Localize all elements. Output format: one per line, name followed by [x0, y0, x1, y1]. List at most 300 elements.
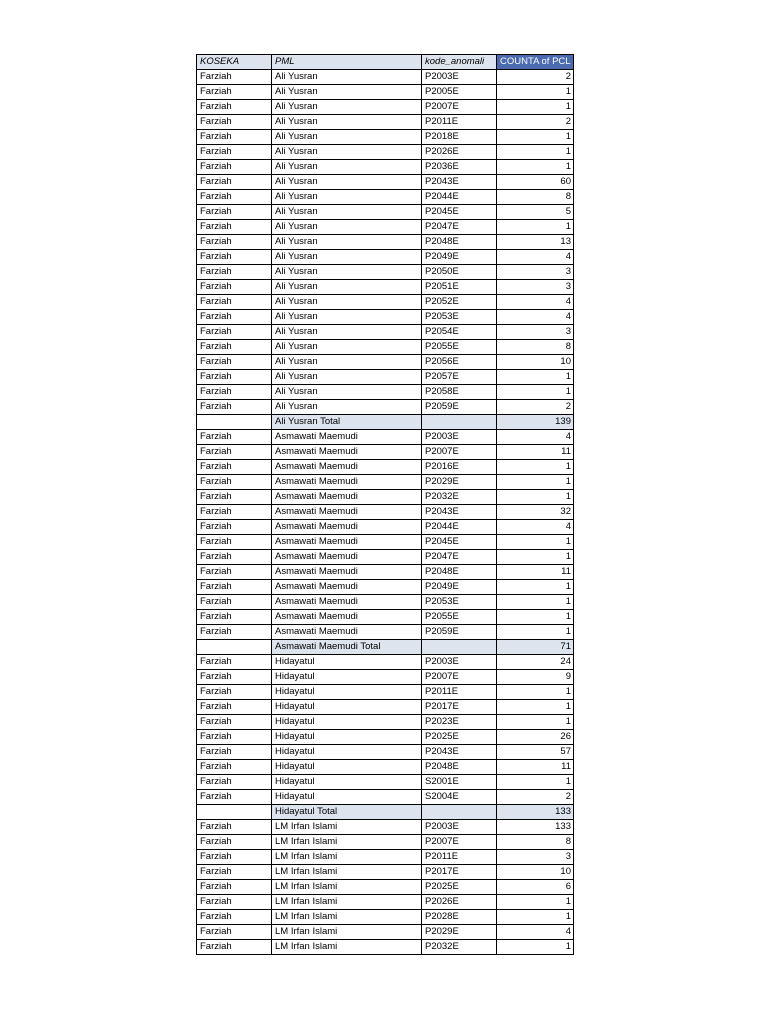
- cell-koseka[interactable]: Farziah: [197, 115, 272, 130]
- header-kode-anomali[interactable]: kode_anomali: [422, 55, 497, 70]
- cell-pml[interactable]: Hidayatul: [272, 715, 422, 730]
- cell-count-total[interactable]: 139: [497, 415, 574, 430]
- cell-count[interactable]: 32: [497, 505, 574, 520]
- cell-kode-anomali[interactable]: P2049E: [422, 580, 497, 595]
- cell-pml[interactable]: Ali Yusran: [272, 295, 422, 310]
- cell-pml[interactable]: LM Irfan Islami: [272, 910, 422, 925]
- cell-koseka[interactable]: Farziah: [197, 175, 272, 190]
- cell-koseka[interactable]: Farziah: [197, 865, 272, 880]
- cell-pml[interactable]: Asmawati Maemudi: [272, 490, 422, 505]
- cell-koseka[interactable]: Farziah: [197, 730, 272, 745]
- cell-koseka[interactable]: Farziah: [197, 685, 272, 700]
- table-row: [197, 265, 574, 280]
- cell-count[interactable]: 2: [497, 790, 574, 805]
- cell-koseka[interactable]: [197, 640, 272, 655]
- cell-count[interactable]: 1: [497, 85, 574, 100]
- cell-kode-anomali[interactable]: P2003E: [422, 430, 497, 445]
- table-row: [197, 445, 574, 460]
- cell-pml[interactable]: Hidayatul: [272, 760, 422, 775]
- cell-kode-anomali[interactable]: P2003E: [422, 655, 497, 670]
- cell-pml[interactable]: Hidayatul: [272, 730, 422, 745]
- cell-pml[interactable]: LM Irfan Islami: [272, 940, 422, 955]
- table-row: [197, 835, 574, 850]
- cell-kode-anomali[interactable]: P2032E: [422, 490, 497, 505]
- cell-kode-anomali[interactable]: P2017E: [422, 865, 497, 880]
- cell-count[interactable]: 13: [497, 235, 574, 250]
- table-row: [197, 70, 574, 85]
- cell-kode-anomali[interactable]: P2007E: [422, 835, 497, 850]
- table-row: [197, 130, 574, 145]
- table-row: [197, 490, 574, 505]
- cell-count[interactable]: 1: [497, 370, 574, 385]
- cell-pml[interactable]: LM Irfan Islami: [272, 850, 422, 865]
- cell-count[interactable]: 3: [497, 325, 574, 340]
- cell-count[interactable]: 11: [497, 760, 574, 775]
- cell-kode-anomali[interactable]: P2007E: [422, 100, 497, 115]
- cell-kode-anomali[interactable]: P2053E: [422, 595, 497, 610]
- cell-pml[interactable]: Ali Yusran: [272, 385, 422, 400]
- table-row: [197, 730, 574, 745]
- cell-kode-anomali[interactable]: P2023E: [422, 715, 497, 730]
- cell-kode-anomali[interactable]: [422, 805, 497, 820]
- cell-pml[interactable]: Ali Yusran: [272, 175, 422, 190]
- table-row: [197, 100, 574, 115]
- cell-count[interactable]: 5: [497, 205, 574, 220]
- cell-kode-anomali[interactable]: P2003E: [422, 70, 497, 85]
- cell-kode-anomali[interactable]: P2054E: [422, 325, 497, 340]
- table-row: [197, 325, 574, 340]
- cell-koseka[interactable]: Farziah: [197, 505, 272, 520]
- cell-koseka[interactable]: Farziah: [197, 70, 272, 85]
- cell-count[interactable]: 4: [497, 520, 574, 535]
- table-row: [197, 580, 574, 595]
- table-row: [197, 550, 574, 565]
- cell-pml[interactable]: Ali Yusran: [272, 370, 422, 385]
- cell-koseka[interactable]: Farziah: [197, 385, 272, 400]
- cell-koseka[interactable]: Farziah: [197, 610, 272, 625]
- cell-count[interactable]: 1: [497, 715, 574, 730]
- table-row: [197, 760, 574, 775]
- cell-koseka[interactable]: Farziah: [197, 220, 272, 235]
- cell-koseka[interactable]: Farziah: [197, 580, 272, 595]
- table-row: [197, 190, 574, 205]
- header-counta-of-pcl[interactable]: COUNTA of PCL: [497, 55, 574, 70]
- header-row: [197, 55, 574, 70]
- cell-pml[interactable]: Hidayatul: [272, 790, 422, 805]
- cell-kode-anomali[interactable]: P2043E: [422, 175, 497, 190]
- cell-kode-anomali[interactable]: P2048E: [422, 760, 497, 775]
- cell-kode-anomali[interactable]: P2043E: [422, 745, 497, 760]
- cell-kode-anomali[interactable]: P2055E: [422, 610, 497, 625]
- cell-pml[interactable]: Ali Yusran: [272, 85, 422, 100]
- cell-pml[interactable]: Asmawati Maemudi: [272, 445, 422, 460]
- table-row: [197, 775, 574, 790]
- table-row: [197, 385, 574, 400]
- table-row: [197, 310, 574, 325]
- cell-kode-anomali[interactable]: P2011E: [422, 850, 497, 865]
- table-row: [197, 700, 574, 715]
- cell-kode-anomali[interactable]: P2058E: [422, 385, 497, 400]
- cell-pml[interactable]: Asmawati Maemudi: [272, 475, 422, 490]
- cell-count[interactable]: 1: [497, 385, 574, 400]
- table-row: [197, 625, 574, 640]
- pivot-table: [196, 54, 574, 955]
- cell-count[interactable]: 3: [497, 265, 574, 280]
- subtotal-row: [197, 805, 574, 820]
- cell-kode-anomali[interactable]: P2059E: [422, 400, 497, 415]
- cell-count[interactable]: 1: [497, 145, 574, 160]
- cell-count[interactable]: 10: [497, 865, 574, 880]
- table-row: [197, 610, 574, 625]
- cell-kode-anomali[interactable]: P2007E: [422, 670, 497, 685]
- cell-pml[interactable]: Asmawati Maemudi: [272, 565, 422, 580]
- cell-koseka[interactable]: Farziah: [197, 760, 272, 775]
- cell-kode-anomali[interactable]: P2050E: [422, 265, 497, 280]
- cell-kode-anomali[interactable]: P2011E: [422, 115, 497, 130]
- cell-count[interactable]: 24: [497, 655, 574, 670]
- table-row: [197, 430, 574, 445]
- cell-koseka[interactable]: Farziah: [197, 400, 272, 415]
- table-row: [197, 370, 574, 385]
- cell-count[interactable]: 2: [497, 115, 574, 130]
- table-row: [197, 655, 574, 670]
- cell-kode-anomali[interactable]: P2057E: [422, 370, 497, 385]
- cell-kode-anomali[interactable]: P2043E: [422, 505, 497, 520]
- cell-pml[interactable]: Ali Yusran: [272, 220, 422, 235]
- cell-pml[interactable]: Asmawati Maemudi: [272, 535, 422, 550]
- table-row: [197, 850, 574, 865]
- cell-koseka[interactable]: Farziah: [197, 265, 272, 280]
- cell-koseka[interactable]: Farziah: [197, 370, 272, 385]
- cell-kode-anomali[interactable]: P2049E: [422, 250, 497, 265]
- cell-count[interactable]: 1: [497, 460, 574, 475]
- cell-count[interactable]: 8: [497, 340, 574, 355]
- cell-kode-anomali[interactable]: P2026E: [422, 895, 497, 910]
- table-row: [197, 220, 574, 235]
- cell-count[interactable]: 133: [497, 820, 574, 835]
- cell-count[interactable]: 1: [497, 610, 574, 625]
- cell-koseka[interactable]: Farziah: [197, 280, 272, 295]
- cell-count[interactable]: 3: [497, 280, 574, 295]
- table-row: [197, 355, 574, 370]
- cell-pml-total[interactable]: Hidayatul Total: [272, 805, 422, 820]
- cell-count[interactable]: 1: [497, 100, 574, 115]
- cell-count[interactable]: 1: [497, 910, 574, 925]
- cell-kode-anomali[interactable]: P2044E: [422, 190, 497, 205]
- cell-koseka[interactable]: Farziah: [197, 925, 272, 940]
- table-row: [197, 715, 574, 730]
- cell-koseka[interactable]: Farziah: [197, 595, 272, 610]
- table-row: [197, 595, 574, 610]
- table-row: [197, 400, 574, 415]
- table-row: [197, 175, 574, 190]
- cell-count[interactable]: 9: [497, 670, 574, 685]
- cell-count[interactable]: 26: [497, 730, 574, 745]
- cell-koseka[interactable]: [197, 415, 272, 430]
- cell-count[interactable]: 4: [497, 250, 574, 265]
- cell-koseka[interactable]: Farziah: [197, 940, 272, 955]
- cell-koseka[interactable]: Farziah: [197, 355, 272, 370]
- cell-kode-anomali[interactable]: P2056E: [422, 355, 497, 370]
- cell-koseka[interactable]: Farziah: [197, 295, 272, 310]
- cell-pml[interactable]: Asmawati Maemudi: [272, 595, 422, 610]
- header-pml[interactable]: PML: [272, 55, 422, 70]
- cell-kode-anomali[interactable]: P2025E: [422, 880, 497, 895]
- cell-count[interactable]: 11: [497, 445, 574, 460]
- cell-kode-anomali[interactable]: S2004E: [422, 790, 497, 805]
- cell-koseka[interactable]: Farziah: [197, 670, 272, 685]
- cell-pml[interactable]: Ali Yusran: [272, 340, 422, 355]
- cell-kode-anomali[interactable]: P2047E: [422, 550, 497, 565]
- cell-koseka[interactable]: Farziah: [197, 85, 272, 100]
- cell-pml[interactable]: Ali Yusran: [272, 115, 422, 130]
- table-row: [197, 205, 574, 220]
- table-row: [197, 475, 574, 490]
- table-row: [197, 160, 574, 175]
- cell-pml[interactable]: Ali Yusran: [272, 355, 422, 370]
- table-row: [197, 895, 574, 910]
- cell-kode-anomali[interactable]: P2032E: [422, 940, 497, 955]
- table-row: [197, 295, 574, 310]
- cell-koseka[interactable]: Farziah: [197, 100, 272, 115]
- table-row: [197, 670, 574, 685]
- cell-count[interactable]: 10: [497, 355, 574, 370]
- cell-pml[interactable]: Hidayatul: [272, 655, 422, 670]
- cell-pml[interactable]: Ali Yusran: [272, 235, 422, 250]
- table-row: [197, 940, 574, 955]
- cell-pml[interactable]: Ali Yusran: [272, 400, 422, 415]
- cell-pml[interactable]: LM Irfan Islami: [272, 925, 422, 940]
- cell-count[interactable]: 1: [497, 940, 574, 955]
- cell-pml[interactable]: Asmawati Maemudi: [272, 430, 422, 445]
- cell-koseka[interactable]: Farziah: [197, 325, 272, 340]
- cell-kode-anomali[interactable]: P2044E: [422, 520, 497, 535]
- cell-kode-anomali[interactable]: [422, 415, 497, 430]
- cell-pml[interactable]: Ali Yusran: [272, 325, 422, 340]
- cell-koseka[interactable]: Farziah: [197, 820, 272, 835]
- cell-koseka[interactable]: Farziah: [197, 550, 272, 565]
- cell-kode-anomali[interactable]: P2048E: [422, 565, 497, 580]
- cell-pml[interactable]: Ali Yusran: [272, 205, 422, 220]
- cell-kode-anomali[interactable]: P2051E: [422, 280, 497, 295]
- table-body: [197, 70, 574, 955]
- table-row: [197, 145, 574, 160]
- cell-count[interactable]: 1: [497, 685, 574, 700]
- cell-count[interactable]: 57: [497, 745, 574, 760]
- table-row: [197, 85, 574, 100]
- cell-koseka[interactable]: Farziah: [197, 490, 272, 505]
- cell-koseka[interactable]: Farziah: [197, 430, 272, 445]
- cell-count[interactable]: 1: [497, 475, 574, 490]
- cell-koseka[interactable]: Farziah: [197, 880, 272, 895]
- cell-koseka[interactable]: Farziah: [197, 745, 272, 760]
- cell-kode-anomali[interactable]: P2055E: [422, 340, 497, 355]
- cell-koseka[interactable]: Farziah: [197, 145, 272, 160]
- cell-kode-anomali[interactable]: P2025E: [422, 730, 497, 745]
- cell-count[interactable]: 11: [497, 565, 574, 580]
- cell-koseka[interactable]: Farziah: [197, 520, 272, 535]
- cell-count[interactable]: 1: [497, 775, 574, 790]
- cell-kode-anomali[interactable]: P2059E: [422, 625, 497, 640]
- cell-pml[interactable]: Ali Yusran: [272, 250, 422, 265]
- cell-koseka[interactable]: [197, 805, 272, 820]
- cell-pml[interactable]: Asmawati Maemudi: [272, 550, 422, 565]
- cell-koseka[interactable]: Farziah: [197, 190, 272, 205]
- cell-koseka[interactable]: Farziah: [197, 340, 272, 355]
- cell-pml[interactable]: Ali Yusran: [272, 310, 422, 325]
- cell-kode-anomali[interactable]: P2018E: [422, 130, 497, 145]
- subtotal-row: [197, 415, 574, 430]
- cell-kode-anomali[interactable]: P2003E: [422, 820, 497, 835]
- cell-koseka[interactable]: Farziah: [197, 565, 272, 580]
- cell-kode-anomali[interactable]: P2047E: [422, 220, 497, 235]
- table-row: [197, 460, 574, 475]
- cell-count[interactable]: 4: [497, 310, 574, 325]
- cell-count[interactable]: 4: [497, 925, 574, 940]
- table-row: [197, 115, 574, 130]
- cell-count[interactable]: 8: [497, 835, 574, 850]
- cell-koseka[interactable]: Farziah: [197, 700, 272, 715]
- cell-count[interactable]: 1: [497, 535, 574, 550]
- cell-koseka[interactable]: Farziah: [197, 835, 272, 850]
- cell-count[interactable]: 1: [497, 490, 574, 505]
- table-row: [197, 505, 574, 520]
- cell-pml[interactable]: LM Irfan Islami: [272, 865, 422, 880]
- cell-kode-anomali[interactable]: S2001E: [422, 775, 497, 790]
- cell-pml[interactable]: Ali Yusran: [272, 280, 422, 295]
- cell-count[interactable]: 60: [497, 175, 574, 190]
- cell-kode-anomali[interactable]: P2053E: [422, 310, 497, 325]
- cell-kode-anomali[interactable]: P2048E: [422, 235, 497, 250]
- cell-count[interactable]: 1: [497, 130, 574, 145]
- cell-kode-anomali[interactable]: P2011E: [422, 685, 497, 700]
- cell-kode-anomali[interactable]: P2045E: [422, 535, 497, 550]
- cell-pml[interactable]: Ali Yusran: [272, 145, 422, 160]
- cell-pml[interactable]: Hidayatul: [272, 670, 422, 685]
- cell-pml[interactable]: Hidayatul: [272, 685, 422, 700]
- cell-koseka[interactable]: Farziah: [197, 535, 272, 550]
- cell-count[interactable]: 2: [497, 400, 574, 415]
- cell-count-total[interactable]: 71: [497, 640, 574, 655]
- cell-kode-anomali[interactable]: P2005E: [422, 85, 497, 100]
- cell-kode-anomali[interactable]: P2036E: [422, 160, 497, 175]
- cell-pml[interactable]: LM Irfan Islami: [272, 880, 422, 895]
- cell-pml[interactable]: Asmawati Maemudi: [272, 505, 422, 520]
- cell-koseka[interactable]: Farziah: [197, 895, 272, 910]
- table-row: [197, 745, 574, 760]
- cell-kode-anomali[interactable]: P2026E: [422, 145, 497, 160]
- table-row: [197, 880, 574, 895]
- cell-count[interactable]: 1: [497, 580, 574, 595]
- cell-pml[interactable]: Ali Yusran: [272, 70, 422, 85]
- cell-pml[interactable]: Ali Yusran: [272, 265, 422, 280]
- cell-koseka[interactable]: Farziah: [197, 475, 272, 490]
- table-row: [197, 520, 574, 535]
- cell-koseka[interactable]: Farziah: [197, 205, 272, 220]
- cell-koseka[interactable]: Farziah: [197, 130, 272, 145]
- cell-pml[interactable]: Hidayatul: [272, 700, 422, 715]
- cell-pml[interactable]: Asmawati Maemudi: [272, 580, 422, 595]
- cell-koseka[interactable]: Farziah: [197, 715, 272, 730]
- cell-koseka[interactable]: Farziah: [197, 250, 272, 265]
- cell-count-total[interactable]: 133: [497, 805, 574, 820]
- table-row: [197, 790, 574, 805]
- cell-kode-anomali[interactable]: P2029E: [422, 925, 497, 940]
- cell-count[interactable]: 1: [497, 550, 574, 565]
- cell-koseka[interactable]: Farziah: [197, 310, 272, 325]
- cell-koseka[interactable]: Farziah: [197, 235, 272, 250]
- cell-pml-total[interactable]: Ali Yusran Total: [272, 415, 422, 430]
- cell-koseka[interactable]: Farziah: [197, 910, 272, 925]
- cell-count[interactable]: 4: [497, 430, 574, 445]
- cell-kode-anomali[interactable]: P2007E: [422, 445, 497, 460]
- cell-pml[interactable]: Asmawati Maemudi: [272, 520, 422, 535]
- cell-kode-anomali[interactable]: P2045E: [422, 205, 497, 220]
- cell-koseka[interactable]: Farziah: [197, 460, 272, 475]
- cell-pml[interactable]: Hidayatul: [272, 775, 422, 790]
- cell-count[interactable]: 1: [497, 160, 574, 175]
- cell-pml[interactable]: Asmawati Maemudi: [272, 625, 422, 640]
- cell-koseka[interactable]: Farziah: [197, 160, 272, 175]
- cell-count[interactable]: 1: [497, 220, 574, 235]
- table-row: [197, 535, 574, 550]
- table-row: [197, 250, 574, 265]
- cell-count[interactable]: 1: [497, 595, 574, 610]
- table-row: [197, 925, 574, 940]
- cell-koseka[interactable]: Farziah: [197, 775, 272, 790]
- cell-count[interactable]: 2: [497, 70, 574, 85]
- cell-count[interactable]: 1: [497, 700, 574, 715]
- cell-pml[interactable]: Asmawati Maemudi: [272, 610, 422, 625]
- cell-count[interactable]: 1: [497, 625, 574, 640]
- table-row: [197, 565, 574, 580]
- cell-count[interactable]: 8: [497, 190, 574, 205]
- cell-pml-total[interactable]: Asmawati Maemudi Total: [272, 640, 422, 655]
- cell-count[interactable]: 3: [497, 850, 574, 865]
- cell-kode-anomali[interactable]: P2017E: [422, 700, 497, 715]
- table-row: [197, 910, 574, 925]
- cell-pml[interactable]: LM Irfan Islami: [272, 820, 422, 835]
- table-row: [197, 235, 574, 250]
- subtotal-row: [197, 640, 574, 655]
- cell-pml[interactable]: LM Irfan Islami: [272, 895, 422, 910]
- cell-pml[interactable]: Ali Yusran: [272, 100, 422, 115]
- cell-kode-anomali[interactable]: [422, 640, 497, 655]
- cell-pml[interactable]: LM Irfan Islami: [272, 835, 422, 850]
- cell-koseka[interactable]: Farziah: [197, 850, 272, 865]
- cell-koseka[interactable]: Farziah: [197, 625, 272, 640]
- cell-kode-anomali[interactable]: P2052E: [422, 295, 497, 310]
- cell-kode-anomali[interactable]: P2029E: [422, 475, 497, 490]
- table-row: [197, 820, 574, 835]
- cell-count[interactable]: 4: [497, 295, 574, 310]
- cell-pml[interactable]: Hidayatul: [272, 745, 422, 760]
- cell-count[interactable]: 6: [497, 880, 574, 895]
- cell-kode-anomali[interactable]: P2028E: [422, 910, 497, 925]
- cell-pml[interactable]: Asmawati Maemudi: [272, 460, 422, 475]
- table-row: [197, 340, 574, 355]
- cell-count[interactable]: 1: [497, 895, 574, 910]
- cell-koseka[interactable]: Farziah: [197, 655, 272, 670]
- cell-koseka[interactable]: Farziah: [197, 790, 272, 805]
- cell-pml[interactable]: Ali Yusran: [272, 190, 422, 205]
- cell-pml[interactable]: Ali Yusran: [272, 160, 422, 175]
- cell-pml[interactable]: Ali Yusran: [272, 130, 422, 145]
- cell-kode-anomali[interactable]: P2016E: [422, 460, 497, 475]
- header-koseka[interactable]: KOSEKA: [197, 55, 272, 70]
- table-row: [197, 280, 574, 295]
- cell-koseka[interactable]: Farziah: [197, 445, 272, 460]
